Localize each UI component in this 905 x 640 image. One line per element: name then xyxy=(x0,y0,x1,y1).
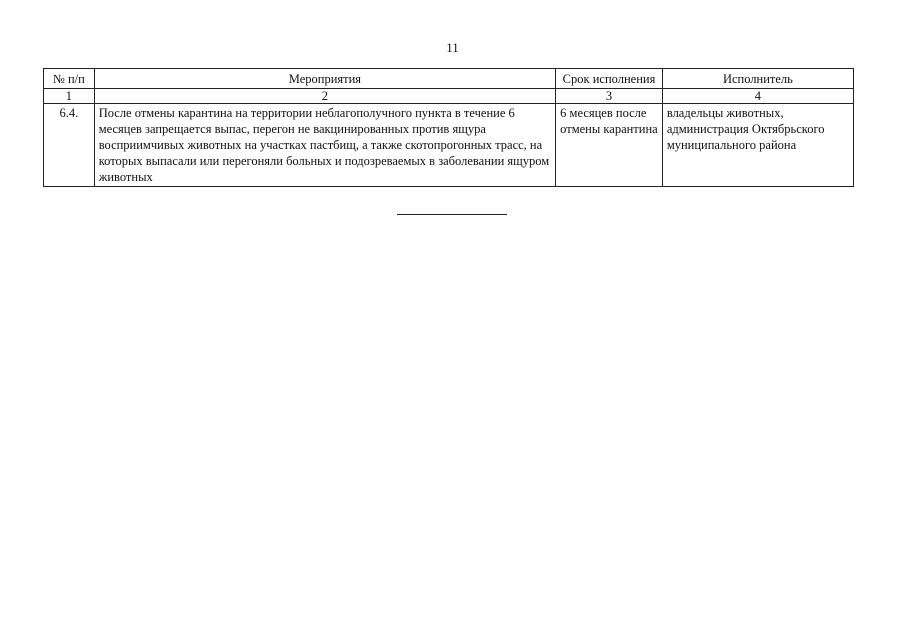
column-number: 3 xyxy=(556,89,663,104)
column-number: 2 xyxy=(94,89,555,104)
page-number: 11 xyxy=(446,40,459,55)
header-measure: Мероприятия xyxy=(94,69,555,89)
end-divider xyxy=(397,214,507,215)
header-num: № п/п xyxy=(44,69,95,89)
header-term: Срок исполнения xyxy=(556,69,663,89)
column-number: 1 xyxy=(44,89,95,104)
row-number: 6.4. xyxy=(44,104,95,187)
row-term: 6 месяцев после отмены карантина xyxy=(556,104,663,187)
header-executor: Исполнитель xyxy=(662,69,853,89)
column-number: 4 xyxy=(662,89,853,104)
column-number-row xyxy=(44,89,854,104)
measures-table xyxy=(43,68,854,187)
row-measure: После отмены карантина на территории неблагополучного пункта в течение 6 месяцев запрещается выпас, перегон не вакцинированных против ящура восприимчивых животных на участках пастбищ, а также скотопрогонных трасс, на которых выпасали или перегоняли больных и подозреваемых в заболевании ящуром животных xyxy=(94,104,555,187)
row-executor: владельцы животных, администрация Октябрьского муниципального района xyxy=(662,104,853,187)
table-row xyxy=(44,104,854,187)
table-header-row xyxy=(44,69,854,89)
